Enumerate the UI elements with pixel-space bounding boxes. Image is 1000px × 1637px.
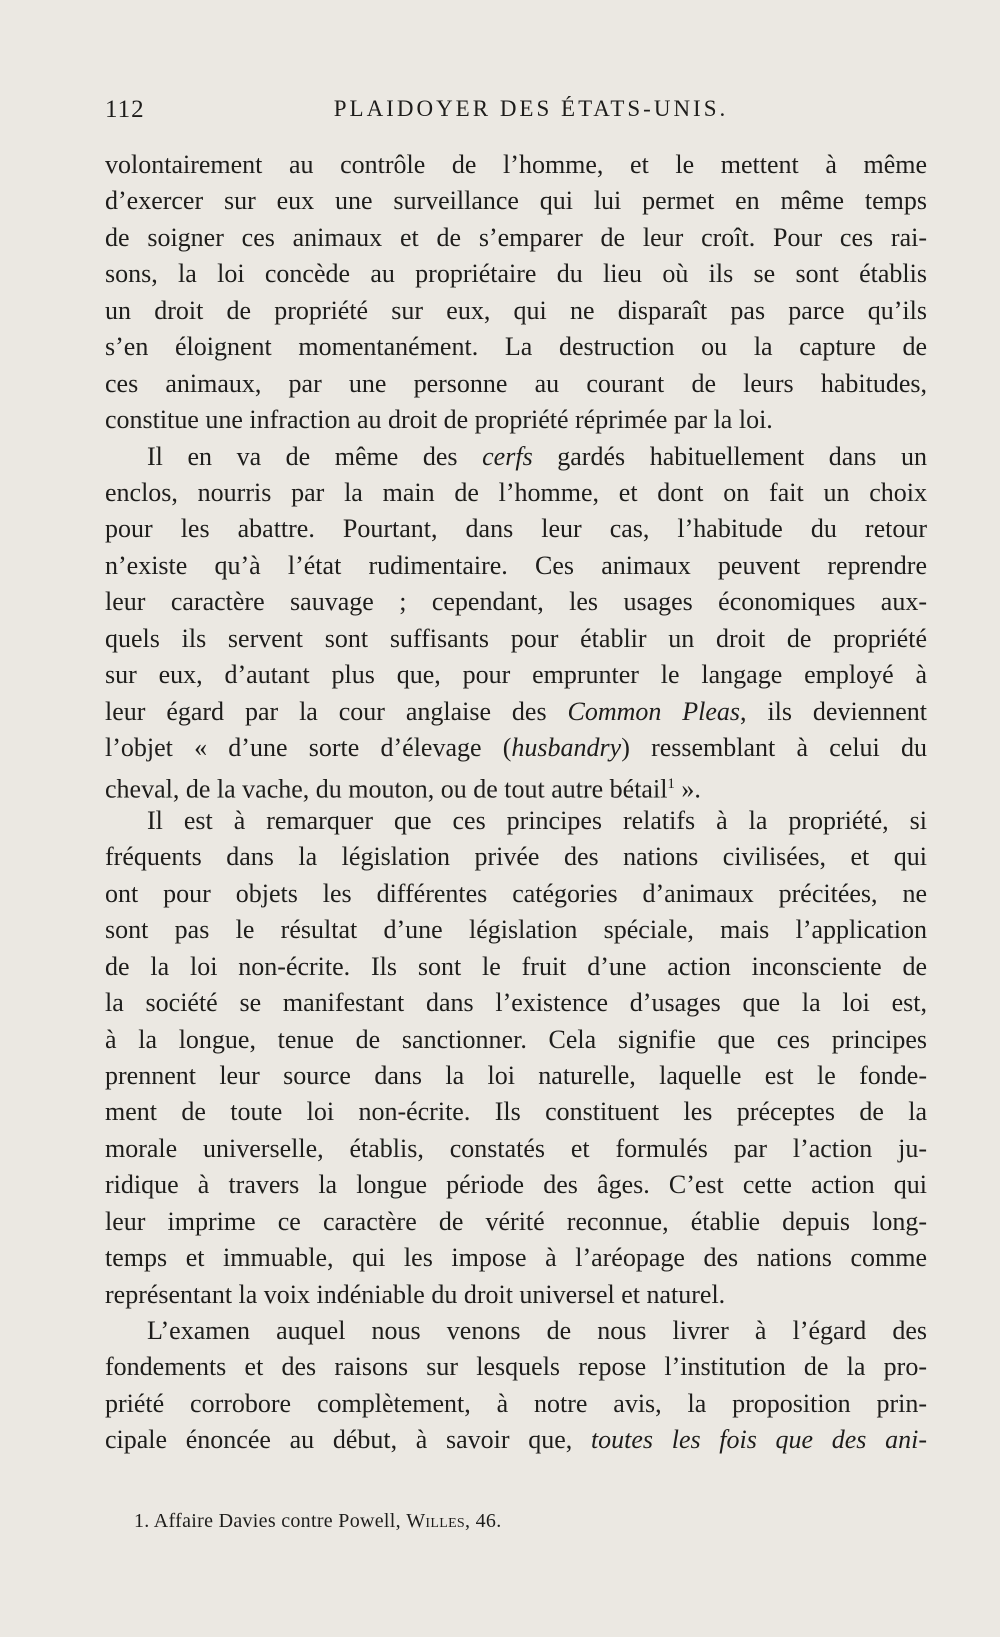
text-line: leur caractère sauvage ; cependant, les usages économiques aux- [105, 587, 927, 617]
text-run: ) ressemblant à celui du [621, 733, 927, 762]
italic-run: husbandry [511, 733, 622, 762]
text-line: L’examen auquel nous venons de nous livrer à l’égard des [147, 1316, 927, 1345]
text-run: ». [674, 775, 701, 805]
text-line: fondements et des raisons sur lesquels repose l’institution de la pro- [105, 1352, 927, 1382]
text-line: volontairement au contrôle de l’homme, et le mettent à même [105, 150, 927, 179]
footnote-tail: , 46. [465, 1510, 502, 1532]
text-line: fréquents dans la législation privée des nations civilisées, et qui [105, 842, 927, 872]
text-run: l’objet « d’une sorte d’élevage ( [105, 733, 512, 762]
text-line: enclos, nourris par la main de l’homme, et dont on fait un choix [105, 477, 927, 507]
text-line: temps et immuable, qui les impose à l’aréopage des nations comme [105, 1243, 927, 1273]
text-line: morale universelle, établis, constatés et formulés par l’action ju- [105, 1133, 927, 1163]
text-line: pour les abattre. Pourtant, dans leur cas, l’habitude du retour [105, 514, 927, 544]
text-line: de soigner ces animaux et de s’emparer de leur croît. Pour ces rai- [105, 222, 927, 252]
text-run: Il en va de même des [147, 441, 483, 471]
text-line: un droit de propriété sur eux, qui ne disparaît pas parce qu’ils [105, 295, 927, 325]
footnote-marker: 1 [667, 776, 675, 793]
footnote-reporter: Willes [406, 1510, 466, 1532]
footnote-text: 1. Affaire Davies contre Powell, [134, 1510, 407, 1532]
running-title: PLAIDOYER DES ÉTATS-UNIS. [333, 96, 729, 121]
text-line: leur imprime ce caractère de vérité reconnue, établie depuis long- [105, 1206, 927, 1236]
text-line: d’exercer sur eux une surveillance qui lui permet en même temps [105, 186, 927, 216]
text-run: leur égard par la cour anglaise des [105, 696, 568, 726]
text-line: Il est à remarquer que ces principes relatifs à la propriété, si [147, 805, 927, 835]
text-line: ridique à travers la longue période des âges. C’est cette action qui [105, 1170, 927, 1200]
text-line [105, 694, 927, 730]
text-run: gardés habituellement dans un [532, 441, 927, 471]
text-line: priété corrobore complètement, à notre avis, la proposition prin- [105, 1388, 927, 1418]
text-run: cipale énoncée au début, à savoir que, [105, 1425, 591, 1455]
text-line: à la longue, tenue de sanctionner. Cela signifie que ces principes [105, 1024, 927, 1054]
text-line: sont pas le résultat d’une législation spéciale, mais l’application [105, 915, 927, 945]
text-line: quels ils servent sont suffisants pour établir un droit de propriété [105, 623, 927, 653]
text-line: ces animaux, par une personne au courant de leurs habitudes, [105, 368, 927, 398]
text-line: sons, la loi concède au propriétaire du lieu où ils se sont établis [105, 259, 927, 289]
text-line [105, 439, 927, 475]
text-run: cheval, de la vache, du mouton, ou de tout autre bétail [105, 775, 668, 805]
text-line [105, 1422, 927, 1458]
text-line: prennent leur source dans la loi naturelle, laquelle est le fonde- [105, 1060, 927, 1090]
text-run: , ils deviennent [740, 696, 927, 726]
text-line: représentant la voix indéniable du droit universel et naturel. [105, 1279, 726, 1309]
text-line: constitue une infraction au droit de propriété réprimée par la loi. [105, 405, 773, 435]
text-line: ment de toute loi non-écrite. Ils constituent les préceptes de la [105, 1097, 927, 1127]
text-line: la société se manifestant dans l’existence d’usages que la loi est, [105, 988, 927, 1018]
text-line [105, 730, 927, 766]
running-header [105, 96, 927, 130]
text-line: de la loi non-écrite. Ils sont le fruit d’une action inconsciente de [105, 951, 927, 981]
page-number: 112 [105, 96, 145, 123]
text-line: n’existe qu’à l’état rudimentaire. Ces animaux peuvent reprendre [105, 550, 927, 580]
text-line: ont pour objets les différentes catégories d’animaux précitées, ne [105, 878, 927, 908]
text-line: sur eux, d’autant plus que, pour emprunter le langage employé à [105, 660, 927, 690]
italic-run: toutes les fois que des ani- [590, 1425, 927, 1455]
text-line [105, 766, 927, 805]
body-text [105, 147, 927, 1459]
italic-run: cerfs [482, 441, 533, 471]
footnote [134, 1510, 502, 1533]
italic-run: Common Pleas [567, 696, 741, 726]
text-line: s’en éloignent momentanément. La destruction ou la capture de [105, 332, 927, 362]
